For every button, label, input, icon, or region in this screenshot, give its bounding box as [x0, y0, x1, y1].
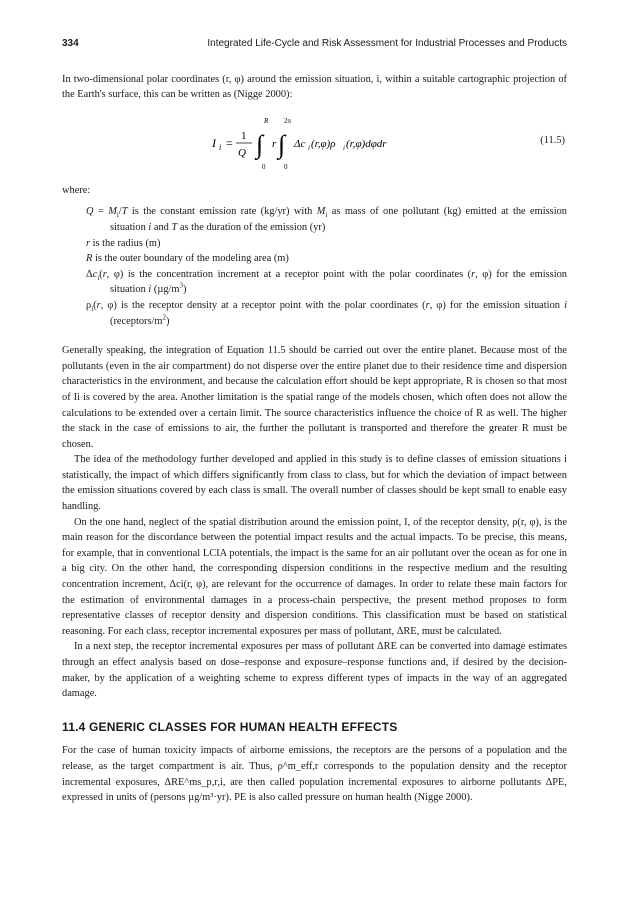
equation-11-5 — [62, 111, 567, 173]
body-paragraph: In a next step, the receptor incremental exposures per mass of pollutant ΔRE can be converted into damage estimates through an effect analysis based on dose–response and exposure–response functions and, if desired by the decision-maker, by the application of a weighting scheme to express different types of impacts in the way of an aggregated damage. — [62, 641, 567, 700]
definition-list — [62, 204, 567, 329]
definition-item: $\rho_i(r$, φ) is the receptor density at a receptor point with the polar coordinates (r, φ) for the emission situation i $(receptors/m^2)$ — [86, 299, 567, 327]
eq-integral-outer: ∫ — [256, 129, 264, 159]
eq-lhs: I — [212, 135, 216, 150]
intro-paragraph: In two-dimensional polar coordinates (r, φ) around the emission situation, i, within a suitable cartographic projection of the Earth's surface, this can be written as (Nigge 2000): — [62, 73, 567, 101]
eq-frac-num: 1 — [241, 129, 247, 142]
page — [62, 36, 567, 806]
section-heading: 11.4 GENERIC CLASSES FOR HUMAN HEALTH EFFECTS — [62, 719, 398, 734]
eq-upper-inner: 2π — [284, 116, 292, 125]
svg-text:=: = — [226, 135, 233, 150]
definition-item: $Q = M_i/T$ is the constant emission rate (kg/yr) with $M_i$ as mass of one pollutant (kg) emitted at the emission situation i and T as the duration of the emission (yr) — [86, 206, 568, 233]
body-paragraph: Generally speaking, the integration of Equation 11.5 should be carried out over the entire planet. Because most of the pollutants (even in the air compartment) do not disperse over the entire planet due to their residence time and dispersion characteristics in the environment, and because the calculation effort should be kept appropriate, R is chosen so that most of Ii is covered by the area. Another limitation is the spatial range of the models chosen, which often does not allow the calculations to be extended over a certain limit. The source characteristics influence the choice of R as well. The higher the stack in the case of emissions to air, the further the pollutant is transported and therefore the greater R must be chosen. — [62, 345, 567, 450]
svg-text:i: i — [343, 143, 345, 152]
definition-item: $\Delta c_i(r$, φ) is the concentration increment at a receptor point with the polar coordinates (r, φ) for the emission situation i $(\mu g/m^3)$ — [86, 268, 567, 296]
section-paragraph: For the case of human toxicity impacts of airborne emissions, the receptors are the persons of a population and the release, as the target compartment is air. Thus, ρ^m_eff,r corresponds to the population density and the receptor incremental exposures, ΔRE^ms_p,r,i, are then called population incremental exposures to airborne pollutants ΔPE, expressed in units of (persons µg/m³·yr). PE is also called pressure on human health (Nigge 2000). — [62, 745, 567, 804]
running-header — [62, 36, 567, 52]
eq-integral-inner: ∫ — [278, 129, 286, 159]
eq-lower-outer: 0 — [262, 162, 266, 171]
eq-frac-den: Q — [238, 146, 246, 159]
svg-text:i: i — [308, 143, 310, 152]
svg-text:(r,φ)dφdr: (r,φ)dφdr — [346, 137, 387, 150]
eq-lower-inner: 0 — [284, 162, 288, 171]
where-label: where: — [62, 184, 91, 196]
page-number: 334 — [62, 38, 79, 49]
svg-text:r: r — [272, 137, 277, 150]
equation-number: (11.5) — [540, 134, 565, 146]
eq-upper-outer: R — [264, 116, 269, 125]
running-title: Integrated Life-Cycle and Risk Assessment for Industrial Processes and Products — [207, 38, 567, 49]
body-paragraph: The idea of the methodology further developed and applied in this study is to define classes of emission situations i statistically, the impact of which differs significantly from class to class, but for which the deviation of impact between the emission situations covered by each class is small. The overall number of classes should be kept small to enable easy handling. — [62, 454, 567, 513]
body-paragraph: On the one hand, neglect of the spatial distribution around the emission point, I, of the receptor density, ρ(r, φ), is the main reason for the discordance between the potential impact results and the actual impacts. To be precise, this means, for example, that in conventional LCIA potentials, the impact is the same for an air pollutant over the ocean as for one in a big city. On the other hand, the corresponding dispersion conditions in the respective medium and the resulting concentration increment, Δci(r, φ), are relevant for the occurrence of damages. In order to relate these main factors for the estimation of environmental damages in a process-chain perspective, the present method proposes to form representative classes of receptor density and dispersion conditions. This classification must be based on statistical reasoning. For each class, receptor incremental exposures per mass of pollutant, ΔRE, must be calculated. — [62, 516, 567, 637]
equation-graphic — [212, 111, 442, 173]
svg-text:Δc: Δc — [294, 137, 306, 150]
eq-lhs-sub: i — [219, 142, 222, 152]
svg-text:(r,φ)ρ: (r,φ)ρ — [311, 137, 336, 150]
definition-item: R is the outer boundary of the modeling area (m) — [86, 253, 289, 265]
definition-item: r is the radius (m) — [86, 237, 161, 249]
